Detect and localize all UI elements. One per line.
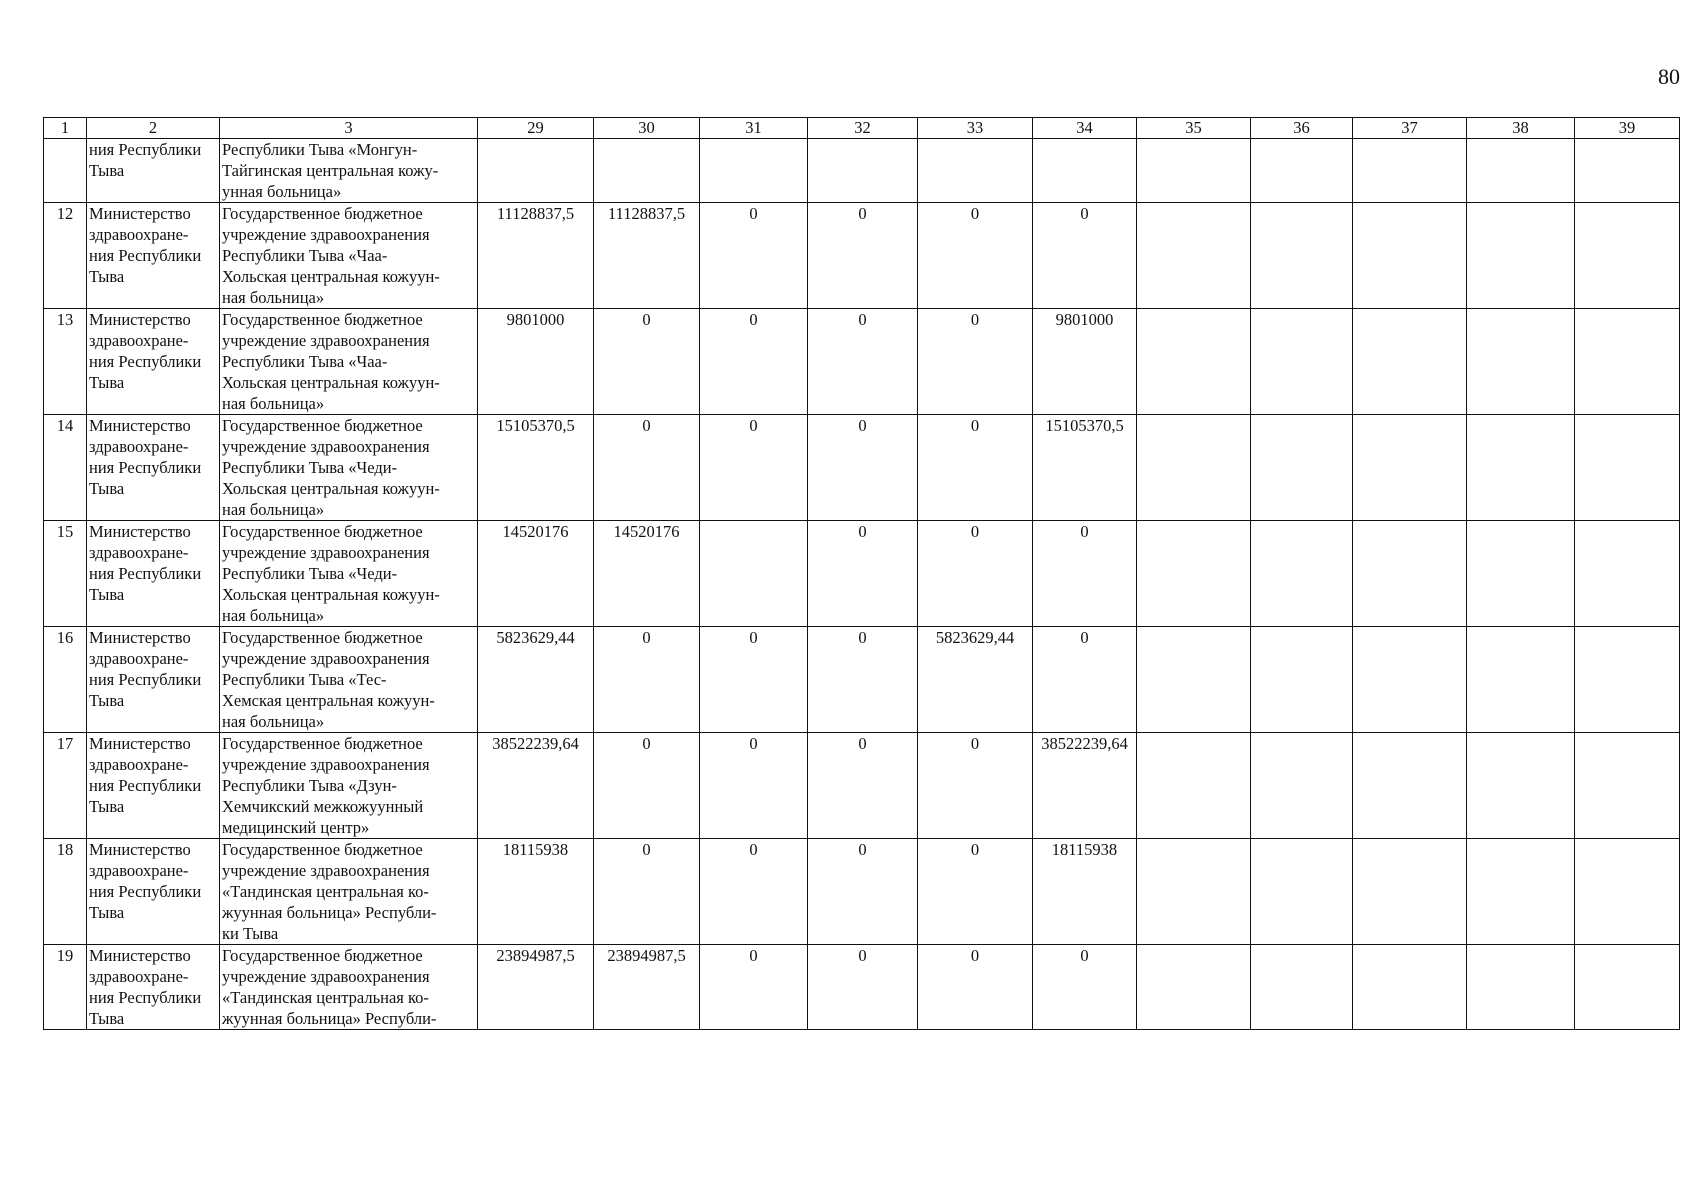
- value-cell: 0: [700, 203, 808, 309]
- value-cell: 5823629,44: [478, 627, 594, 733]
- value-cell: [1137, 415, 1251, 521]
- value-cell: 11128837,5: [478, 203, 594, 309]
- value-cell: 38522239,64: [1033, 733, 1137, 839]
- value-cell: [1251, 945, 1353, 1030]
- table-row: [44, 521, 1680, 627]
- column-header: 34: [1033, 118, 1137, 139]
- institution-cell: Государственное бюджетное учреждение здравоохранения Республики Тыва «Дзун- Хемчикский межкожуунный медицинский центр»: [220, 733, 478, 839]
- value-cell: 0: [594, 627, 700, 733]
- value-cell: [1251, 839, 1353, 945]
- table-row: [44, 309, 1680, 415]
- value-cell: [1353, 139, 1467, 203]
- value-cell: [1353, 627, 1467, 733]
- value-cell: [1575, 945, 1680, 1030]
- table-row: [44, 839, 1680, 945]
- column-header: 33: [918, 118, 1033, 139]
- value-cell: 0: [700, 733, 808, 839]
- value-cell: 0: [1033, 627, 1137, 733]
- value-cell: [1251, 521, 1353, 627]
- ministry-cell: Министерство здравоохране- ния Республики Тыва: [87, 839, 220, 945]
- value-cell: 0: [594, 733, 700, 839]
- value-cell: 18115938: [1033, 839, 1137, 945]
- row-number-cell: 16: [44, 627, 87, 733]
- value-cell: [1575, 139, 1680, 203]
- value-cell: 0: [808, 945, 918, 1030]
- value-cell: 0: [918, 521, 1033, 627]
- column-header: 2: [87, 118, 220, 139]
- value-cell: [1467, 839, 1575, 945]
- value-cell: [1251, 139, 1353, 203]
- institution-cell: Республики Тыва «Монгун- Тайгинская центральная кожу- унная больница»: [220, 139, 478, 203]
- value-cell: [700, 139, 808, 203]
- value-cell: 0: [918, 733, 1033, 839]
- value-cell: [918, 139, 1033, 203]
- value-cell: 0: [700, 627, 808, 733]
- value-cell: [1467, 733, 1575, 839]
- value-cell: 15105370,5: [478, 415, 594, 521]
- value-cell: 0: [918, 839, 1033, 945]
- value-cell: [1353, 309, 1467, 415]
- column-header: 29: [478, 118, 594, 139]
- value-cell: [700, 521, 808, 627]
- row-number-cell: 19: [44, 945, 87, 1030]
- value-cell: 14520176: [478, 521, 594, 627]
- value-cell: [1575, 733, 1680, 839]
- row-number-cell: 17: [44, 733, 87, 839]
- value-cell: [1467, 521, 1575, 627]
- column-header: 31: [700, 118, 808, 139]
- table-row: [44, 203, 1680, 309]
- value-cell: [1137, 139, 1251, 203]
- value-cell: [1353, 839, 1467, 945]
- table-row: [44, 627, 1680, 733]
- value-cell: 0: [808, 627, 918, 733]
- table-body: [44, 139, 1680, 1030]
- value-cell: [1467, 203, 1575, 309]
- value-cell: 0: [700, 839, 808, 945]
- row-number-cell: 12: [44, 203, 87, 309]
- ministry-cell: Министерство здравоохране- ния Республики Тыва: [87, 521, 220, 627]
- institution-cell: Государственное бюджетное учреждение здравоохранения «Тандинская центральная ко- жуунная больница» Республи- ки Тыва: [220, 839, 478, 945]
- column-header: 1: [44, 118, 87, 139]
- value-cell: 0: [594, 415, 700, 521]
- value-cell: 23894987,5: [594, 945, 700, 1030]
- value-cell: [1137, 945, 1251, 1030]
- column-header: 35: [1137, 118, 1251, 139]
- table-row: [44, 415, 1680, 521]
- value-cell: [1353, 415, 1467, 521]
- value-cell: [1353, 521, 1467, 627]
- value-cell: [1575, 521, 1680, 627]
- ministry-cell: Министерство здравоохране- ния Республики Тыва: [87, 733, 220, 839]
- value-cell: 0: [918, 945, 1033, 1030]
- value-cell: [1353, 733, 1467, 839]
- row-number-cell: 14: [44, 415, 87, 521]
- value-cell: 5823629,44: [918, 627, 1033, 733]
- value-cell: [1137, 521, 1251, 627]
- value-cell: 0: [808, 309, 918, 415]
- value-cell: 0: [594, 309, 700, 415]
- institution-cell: Государственное бюджетное учреждение здравоохранения Республики Тыва «Чеди- Хольская центральная кожуун- ная больница»: [220, 415, 478, 521]
- value-cell: [1137, 309, 1251, 415]
- data-table: [43, 117, 1680, 1030]
- value-cell: [1137, 839, 1251, 945]
- value-cell: 0: [1033, 521, 1137, 627]
- ministry-cell: Министерство здравоохране- ния Республики Тыва: [87, 627, 220, 733]
- value-cell: 9801000: [1033, 309, 1137, 415]
- value-cell: 0: [700, 309, 808, 415]
- value-cell: [1575, 309, 1680, 415]
- value-cell: 0: [700, 415, 808, 521]
- value-cell: [808, 139, 918, 203]
- row-number-cell: 13: [44, 309, 87, 415]
- value-cell: [1137, 203, 1251, 309]
- institution-cell: Государственное бюджетное учреждение здравоохранения Республики Тыва «Чаа- Хольская центральная кожуун- ная больница»: [220, 309, 478, 415]
- value-cell: [1575, 415, 1680, 521]
- value-cell: [1467, 627, 1575, 733]
- column-header: 38: [1467, 118, 1575, 139]
- value-cell: 0: [808, 521, 918, 627]
- table-header: [44, 118, 1680, 139]
- value-cell: 0: [808, 415, 918, 521]
- value-cell: 0: [808, 203, 918, 309]
- value-cell: 0: [918, 415, 1033, 521]
- value-cell: [1575, 203, 1680, 309]
- institution-cell: Государственное бюджетное учреждение здравоохранения Республики Тыва «Чеди- Хольская центральная кожуун- ная больница»: [220, 521, 478, 627]
- ministry-cell: Министерство здравоохране- ния Республики Тыва: [87, 203, 220, 309]
- table-row: [44, 733, 1680, 839]
- column-header: 39: [1575, 118, 1680, 139]
- value-cell: 38522239,64: [478, 733, 594, 839]
- column-header: 30: [594, 118, 700, 139]
- value-cell: [1353, 945, 1467, 1030]
- value-cell: 15105370,5: [1033, 415, 1137, 521]
- value-cell: 23894987,5: [478, 945, 594, 1030]
- value-cell: 0: [918, 203, 1033, 309]
- value-cell: [1137, 733, 1251, 839]
- value-cell: 0: [1033, 203, 1137, 309]
- page-number: 80: [1658, 64, 1680, 89]
- value-cell: 14520176: [594, 521, 700, 627]
- value-cell: [1467, 309, 1575, 415]
- ministry-cell: Министерство здравоохране- ния Республики Тыва: [87, 945, 220, 1030]
- row-number-cell: 18: [44, 839, 87, 945]
- value-cell: 0: [1033, 945, 1137, 1030]
- institution-cell: Государственное бюджетное учреждение здравоохранения «Тандинская центральная ко- жуунная больница» Республи-: [220, 945, 478, 1030]
- ministry-cell: Министерство здравоохране- ния Республики Тыва: [87, 309, 220, 415]
- value-cell: [1575, 627, 1680, 733]
- column-header: 32: [808, 118, 918, 139]
- value-cell: [1251, 627, 1353, 733]
- value-cell: [1251, 309, 1353, 415]
- value-cell: [1467, 415, 1575, 521]
- value-cell: [594, 139, 700, 203]
- value-cell: [1137, 627, 1251, 733]
- row-number-cell: [44, 139, 87, 203]
- value-cell: 0: [594, 839, 700, 945]
- value-cell: [1353, 203, 1467, 309]
- ministry-cell: Министерство здравоохране- ния Республики Тыва: [87, 415, 220, 521]
- column-header: 37: [1353, 118, 1467, 139]
- value-cell: [1251, 733, 1353, 839]
- value-cell: [1251, 203, 1353, 309]
- value-cell: [1575, 839, 1680, 945]
- value-cell: [1033, 139, 1137, 203]
- value-cell: 0: [808, 839, 918, 945]
- institution-cell: Государственное бюджетное учреждение здравоохранения Республики Тыва «Чаа- Хольская центральная кожуун- ная больница»: [220, 203, 478, 309]
- value-cell: 0: [918, 309, 1033, 415]
- value-cell: [1467, 139, 1575, 203]
- column-header: 3: [220, 118, 478, 139]
- value-cell: [1467, 945, 1575, 1030]
- value-cell: 11128837,5: [594, 203, 700, 309]
- value-cell: [478, 139, 594, 203]
- value-cell: 0: [700, 945, 808, 1030]
- ministry-cell: ния Республики Тыва: [87, 139, 220, 203]
- value-cell: 18115938: [478, 839, 594, 945]
- table-row: [44, 945, 1680, 1030]
- value-cell: 9801000: [478, 309, 594, 415]
- value-cell: [1251, 415, 1353, 521]
- institution-cell: Государственное бюджетное учреждение здравоохранения Республики Тыва «Тес- Хемская центральная кожуун- ная больница»: [220, 627, 478, 733]
- column-header: 36: [1251, 118, 1353, 139]
- row-number-cell: 15: [44, 521, 87, 627]
- value-cell: 0: [808, 733, 918, 839]
- table-row: [44, 139, 1680, 203]
